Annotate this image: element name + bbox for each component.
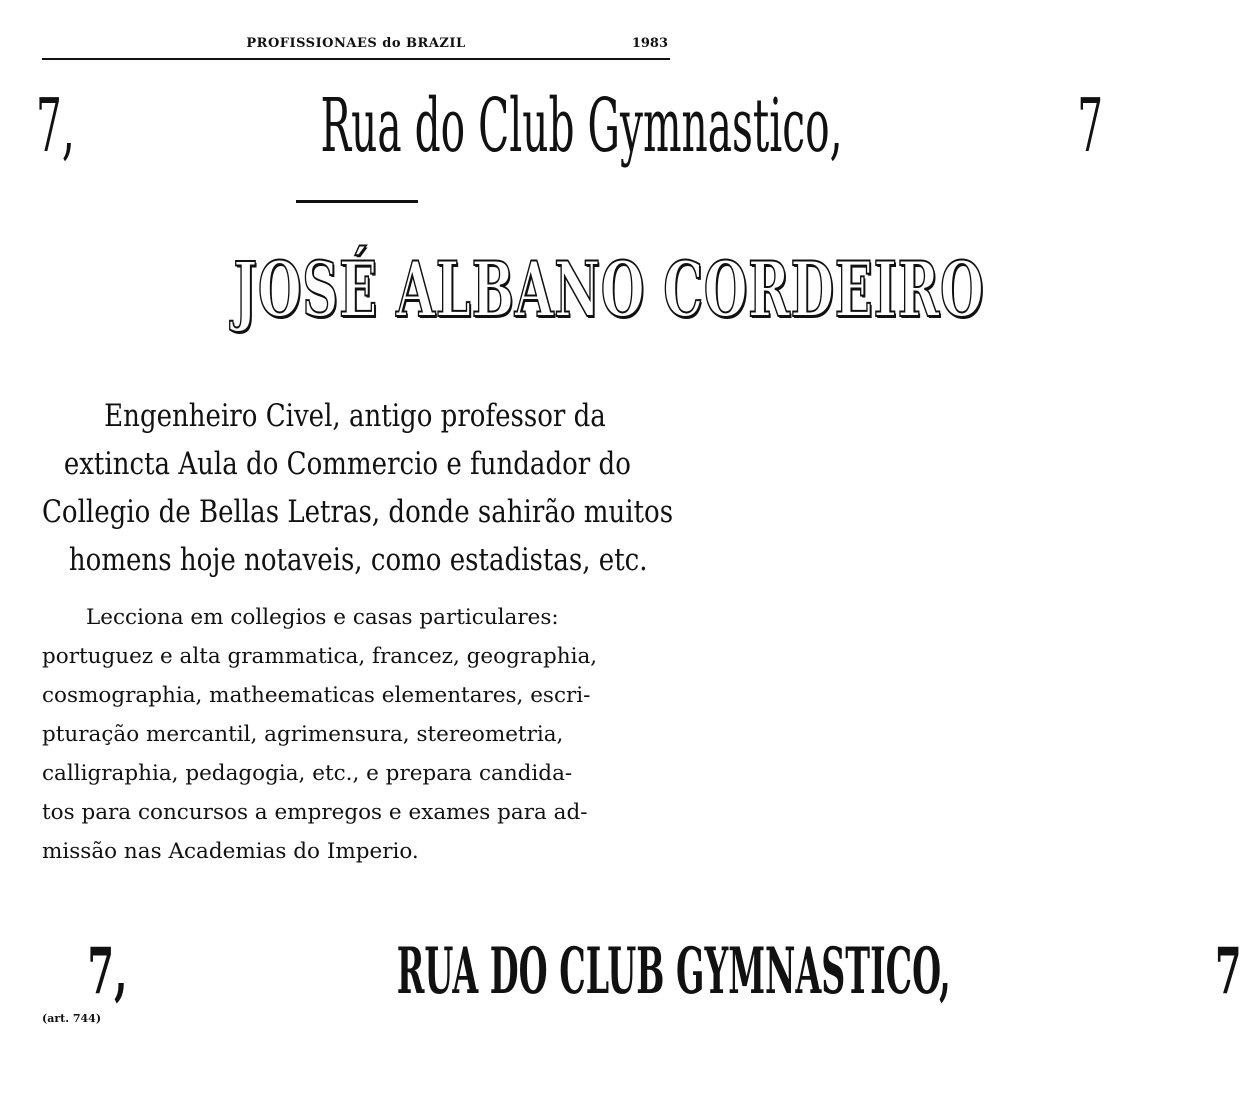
address-number-left: 7, <box>87 934 128 1009</box>
divider-rule <box>296 200 418 203</box>
services-paragraph <box>42 598 674 871</box>
body-line: pturação mercantil, agrimensura, stereometria, <box>42 722 564 747</box>
intro-line: Collegio de Bellas Letras, donde sahirão muitos <box>42 494 674 530</box>
body-line: Lecciona em collegios e casas particulares: <box>86 605 559 630</box>
address-street: RUA DO CLUB GYMNASTICO, <box>396 934 951 1009</box>
intro-line: homens hoje notaveis, como estadistas, etc. <box>68 542 648 578</box>
body-line: portuguez e alta grammatica, francez, geographia, <box>42 644 598 669</box>
body-line: calligraphia, pedagogia, etc., e prepara candida- <box>42 761 573 786</box>
intro-line: extincta Aula do Commercio e fundador do <box>63 446 631 482</box>
address-street: Rua do Club Gymnastico, <box>320 83 843 169</box>
intro-paragraph <box>42 392 674 584</box>
address-number-right: 7 <box>1215 934 1242 1009</box>
advertiser-name-text: JOSÉ ALBANO CORDEIRO <box>233 245 985 334</box>
address-number-left: 7, <box>36 83 75 169</box>
address-heading-top <box>36 83 1103 174</box>
address-number-right: 7 <box>1076 83 1103 169</box>
body-line: tos para concursos a empregos e exames para ad- <box>42 800 588 825</box>
article-reference: (art. 744) <box>42 1012 102 1025</box>
body-line: cosmographia, matheematicas elementares, escri- <box>42 683 591 708</box>
running-head <box>42 34 670 60</box>
page-number: 1983 <box>631 36 668 51</box>
body-line: missão nas Academias do Imperio. <box>42 839 419 864</box>
advertiser-name <box>40 245 985 334</box>
running-head-title: PROFISSIONAES do BRAZIL <box>246 36 466 51</box>
address-heading-bottom <box>74 934 1242 1014</box>
intro-line: Engenheiro Civel, antigo professor da <box>104 398 606 434</box>
